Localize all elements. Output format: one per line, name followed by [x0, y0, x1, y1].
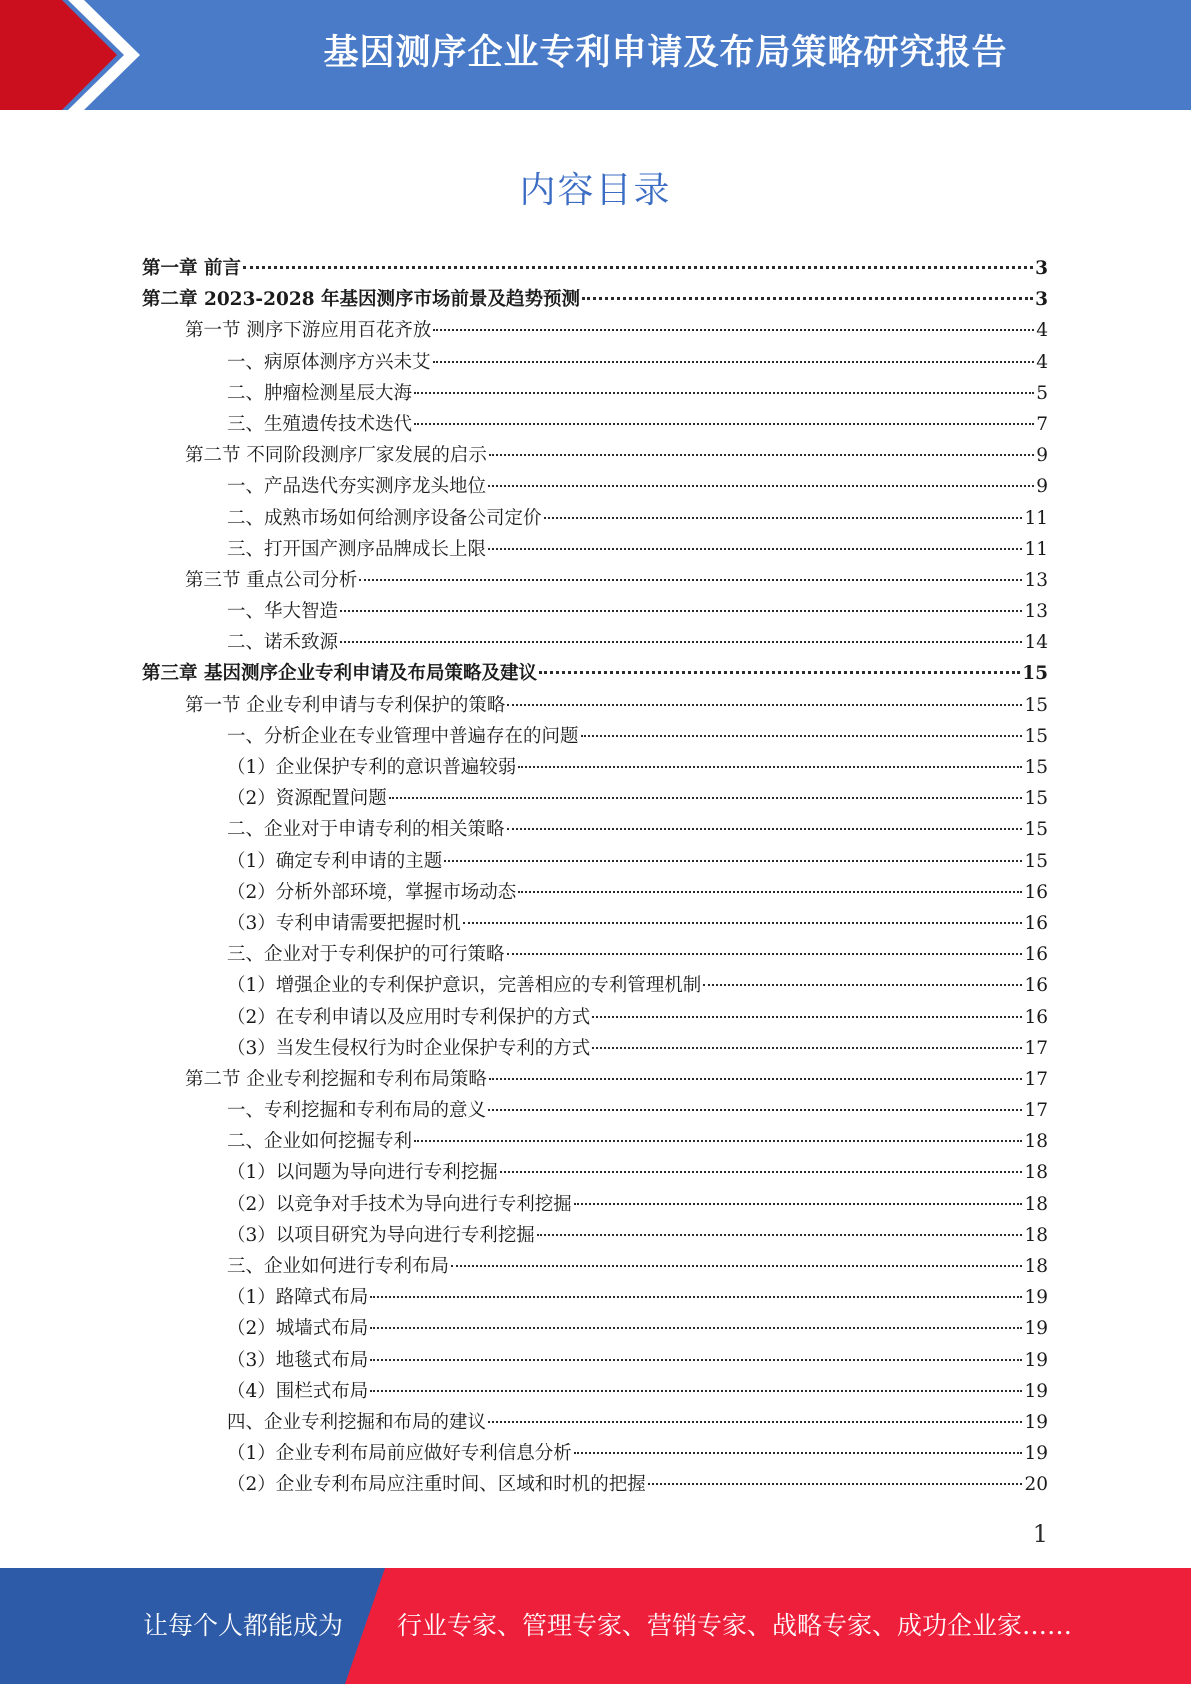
toc-entry[interactable] — [142, 565, 1048, 596]
toc-entry-page: 17 — [1024, 1068, 1048, 1090]
toc-entry-label: 第二章 2023-2028 年基因测序市场前景及趋势预测 — [142, 289, 581, 311]
toc-entry[interactable] — [142, 690, 1048, 721]
toc-entry-label: 二、企业如何挖掘专利 — [227, 1131, 413, 1153]
toc-entry-page: 16 — [1024, 975, 1048, 997]
toc-entry[interactable] — [142, 939, 1048, 970]
toc-entry-label: （2）以竞争对手技术为导向进行专利挖掘 — [227, 1193, 572, 1215]
toc-dot-leader — [389, 797, 1023, 799]
toc-entry[interactable] — [142, 1407, 1048, 1438]
toc-dot-leader — [340, 641, 1022, 643]
footer-slogan-left: 让每个人都能成为 — [143, 1611, 344, 1640]
toc-entry[interactable] — [142, 1376, 1048, 1407]
toc-entry-label: （2）城墙式布局 — [227, 1318, 369, 1340]
toc-entry[interactable] — [142, 752, 1048, 783]
toc-dot-leader — [518, 766, 1022, 768]
table-of-contents — [142, 253, 1048, 1501]
toc-entry-page: 14 — [1024, 632, 1048, 654]
toc-entry-label: 第一章 前言 — [142, 258, 241, 279]
toc-entry[interactable] — [142, 1220, 1048, 1251]
toc-entry-label: 三、企业对于专利保护的可行策略 — [227, 944, 505, 966]
toc-entry-label: （3）地毯式布局 — [227, 1349, 369, 1371]
toc-entry-page: 19 — [1024, 1411, 1048, 1433]
toc-dot-leader — [507, 953, 1023, 955]
toc-dot-leader — [433, 361, 1035, 363]
toc-entry[interactable] — [142, 1282, 1048, 1313]
toc-dot-leader — [648, 1483, 1023, 1485]
toc-entry-label: （2）在专利申请以及应用时专利保护的方式 — [227, 1006, 591, 1028]
toc-entry[interactable] — [142, 284, 1048, 315]
toc-dot-leader — [444, 860, 1022, 862]
toc-entry-page: 19 — [1024, 1380, 1048, 1402]
toc-entry-page: 16 — [1024, 881, 1048, 903]
report-title: 基因测序企业专利申请及布局策略研究报告 — [323, 33, 1008, 73]
toc-entry[interactable] — [142, 1095, 1048, 1126]
toc-dot-leader — [539, 671, 1020, 674]
toc-dot-leader — [544, 517, 1023, 519]
toc-entry-page: 15 — [1024, 788, 1048, 810]
toc-entry[interactable] — [142, 1157, 1048, 1188]
toc-dot-leader — [414, 392, 1034, 394]
toc-dot-leader — [370, 1327, 1022, 1329]
toc-entry-page: 18 — [1024, 1131, 1048, 1153]
toc-entry-label: （1）以问题为导向进行专利挖掘 — [227, 1162, 498, 1184]
report-header-banner — [0, 0, 1191, 110]
toc-entry[interactable] — [142, 1033, 1048, 1064]
toc-dot-leader — [518, 891, 1022, 893]
toc-entry-page: 18 — [1024, 1162, 1048, 1184]
toc-dot-leader — [582, 297, 1033, 300]
toc-entry[interactable] — [142, 1002, 1048, 1033]
toc-dot-leader — [507, 704, 1022, 706]
footer-banner — [0, 1568, 1191, 1684]
toc-entry[interactable] — [142, 814, 1048, 845]
toc-entry[interactable] — [142, 378, 1048, 409]
toc-dot-leader — [370, 1359, 1022, 1361]
toc-entry-label: 二、企业对于申请专利的相关策略 — [227, 819, 505, 841]
page-number: 1 — [1032, 1520, 1048, 1548]
toc-entry-page: 15 — [1024, 725, 1048, 747]
toc-entry-label: （1）增强企业的专利保护意识，完善相应的专利管理机制 — [227, 975, 702, 997]
toc-entry-page: 19 — [1024, 1318, 1048, 1340]
toc-dot-leader — [463, 922, 1023, 924]
toc-dot-leader — [537, 1234, 1023, 1236]
toc-entry-page: 15 — [1022, 663, 1048, 685]
toc-entry[interactable] — [142, 1126, 1048, 1157]
toc-entry-page: 16 — [1024, 944, 1048, 966]
toc-entry-label: （3）以项目研究为导向进行专利挖掘 — [227, 1224, 535, 1246]
toc-entry[interactable] — [142, 846, 1048, 877]
toc-entry-page: 17 — [1024, 1037, 1048, 1059]
toc-entry-page: 20 — [1024, 1474, 1048, 1496]
toc-entry[interactable] — [142, 627, 1048, 658]
toc-dot-leader — [414, 423, 1034, 425]
toc-entry-page: 9 — [1036, 445, 1048, 467]
toc-dot-leader — [359, 579, 1022, 581]
toc-entry-label: （4）围栏式布局 — [227, 1380, 369, 1402]
toc-entry-page: 19 — [1024, 1349, 1048, 1371]
toc-entry-label: 二、肿瘤检测星辰大海 — [227, 382, 413, 404]
toc-entry[interactable] — [142, 1251, 1048, 1282]
toc-dot-leader — [592, 1016, 1022, 1018]
toc-dot-leader — [489, 454, 1034, 456]
toc-entry[interactable] — [142, 1438, 1048, 1469]
toc-entry-page: 11 — [1024, 538, 1048, 560]
toc-entry-page: 15 — [1024, 757, 1048, 778]
toc-entry-page: 4 — [1036, 320, 1048, 342]
toc-entry-label: 三、企业如何进行专利布局 — [227, 1256, 450, 1277]
toc-entry-page: 4 — [1036, 351, 1048, 373]
toc-dot-leader — [451, 1265, 1022, 1267]
toc-entry[interactable] — [142, 471, 1048, 502]
toc-entry[interactable] — [142, 1469, 1048, 1500]
toc-entry[interactable] — [142, 658, 1048, 689]
toc-entry-label: 第三节 重点公司分析 — [185, 569, 358, 591]
toc-entry[interactable] — [142, 1064, 1048, 1095]
toc-dot-leader — [340, 610, 1022, 612]
toc-entry[interactable] — [142, 315, 1048, 346]
toc-entry[interactable] — [142, 970, 1048, 1001]
toc-entry-page: 13 — [1024, 569, 1048, 591]
toc-entry[interactable] — [142, 409, 1048, 440]
toc-entry-page: 17 — [1024, 1100, 1048, 1122]
toc-entry-page: 15 — [1024, 819, 1048, 841]
toc-dot-leader — [488, 1109, 1022, 1111]
toc-entry-page: 18 — [1024, 1193, 1048, 1215]
toc-entry-label: 第一节 测序下游应用百花齐放 — [185, 320, 432, 342]
toc-entry-label: （2）企业专利布局应注重时间、区域和时机的把握 — [227, 1474, 646, 1496]
toc-entry-label: 一、分析企业在专业管理中普遍存在的问题 — [227, 725, 579, 747]
toc-entry[interactable] — [142, 503, 1048, 534]
toc-entry-label: 第一节 企业专利申请与专利保护的策略 — [185, 694, 506, 716]
toc-entry-label: 一、病原体测序方兴未艾 — [227, 351, 431, 373]
toc-entry-page: 16 — [1024, 1006, 1048, 1028]
toc-entry[interactable] — [142, 877, 1048, 908]
toc-entry-page: 9 — [1036, 476, 1048, 498]
toc-entry-label: 第二节 不同阶段测序厂家发展的启示 — [185, 445, 487, 467]
toc-entry[interactable] — [142, 1313, 1048, 1344]
toc-dot-leader — [370, 1296, 1022, 1298]
toc-dot-leader — [433, 329, 1034, 331]
toc-entry-page: 7 — [1036, 413, 1048, 435]
toc-dot-leader — [370, 1390, 1022, 1392]
toc-entry[interactable] — [142, 596, 1048, 627]
toc-entry[interactable] — [142, 1189, 1048, 1220]
toc-entry-page: 15 — [1024, 694, 1048, 716]
toc-dot-leader — [488, 548, 1022, 550]
toc-entry-page: 19 — [1024, 1443, 1048, 1465]
toc-entry-label: 二、诺禾致源 — [227, 632, 339, 654]
toc-entry-label: 三、打开国产测序品牌成长上限 — [227, 538, 487, 560]
toc-entry-label: 第三章 基因测序企业专利申请及布局策略及建议 — [142, 663, 537, 685]
toc-entry-label: （3）专利申请需要把握时机 — [227, 912, 461, 934]
toc-dot-leader — [507, 828, 1023, 830]
toc-entry[interactable] — [142, 253, 1048, 284]
toc-dot-leader — [488, 485, 1034, 487]
toc-dot-leader — [488, 1421, 1022, 1423]
toc-entry-label: 一、产品迭代夯实测序龙头地位 — [227, 476, 487, 498]
toc-entry[interactable] — [142, 534, 1048, 565]
toc-dot-leader — [243, 266, 1033, 269]
toc-entry-label: 一、专利挖掘和专利布局的意义 — [227, 1100, 487, 1122]
toc-entry[interactable] — [142, 721, 1048, 752]
toc-entry-label: 三、生殖遗传技术迭代 — [227, 413, 413, 435]
toc-dot-leader — [414, 1140, 1022, 1142]
red-arrow-icon — [0, 0, 160, 110]
toc-entry-label: （1）确定专利申请的主题 — [227, 850, 443, 872]
toc-entry-label: （1）企业专利布局前应做好专利信息分析 — [227, 1443, 572, 1465]
toc-dot-leader — [574, 1203, 1023, 1205]
toc-dot-leader — [500, 1171, 1023, 1173]
footer-slogan-right: 行业专家、管理专家、营销专家、战略专家、成功企业家…… — [397, 1611, 1073, 1640]
toc-entry[interactable] — [142, 908, 1048, 939]
toc-entry-page: 15 — [1024, 850, 1048, 872]
toc-entry[interactable] — [142, 440, 1048, 471]
toc-entry-label: 第二节 企业专利挖掘和专利布局策略 — [185, 1068, 487, 1090]
toc-heading: 内容目录 — [519, 170, 672, 211]
toc-entry-label: （3）当发生侵权行为时企业保护专利的方式 — [227, 1037, 591, 1059]
toc-entry-label: （2）分析外部环境，掌握市场动态 — [227, 881, 517, 903]
toc-entry-label: 一、华大智造 — [227, 601, 339, 623]
toc-dot-leader — [581, 735, 1023, 737]
toc-entry-page: 19 — [1024, 1287, 1048, 1309]
toc-entry-page: 13 — [1024, 601, 1048, 623]
toc-dot-leader — [592, 1047, 1022, 1049]
toc-entry-label: 四、企业专利挖掘和布局的建议 — [227, 1411, 487, 1433]
toc-entry-page: 18 — [1024, 1224, 1048, 1246]
toc-entry-page: 3 — [1035, 289, 1048, 311]
toc-entry[interactable] — [142, 347, 1048, 378]
toc-dot-leader — [703, 984, 1022, 986]
toc-entry-page: 11 — [1024, 507, 1048, 529]
toc-entry-page: 5 — [1036, 382, 1048, 404]
toc-entry-label: 二、成熟市场如何给测序设备公司定价 — [227, 507, 542, 529]
toc-entry-label: （1）路障式布局 — [227, 1287, 369, 1309]
toc-entry[interactable] — [142, 783, 1048, 814]
toc-entry-page: 18 — [1024, 1256, 1048, 1277]
toc-dot-leader — [574, 1452, 1023, 1454]
toc-entry-label: （1）企业保护专利的意识普遍较弱 — [227, 757, 517, 778]
toc-dot-leader — [489, 1078, 1023, 1080]
toc-entry-page: 3 — [1035, 258, 1048, 279]
toc-entry[interactable] — [142, 1345, 1048, 1376]
toc-entry-page: 16 — [1024, 912, 1048, 934]
toc-entry-label: （2）资源配置问题 — [227, 788, 387, 810]
